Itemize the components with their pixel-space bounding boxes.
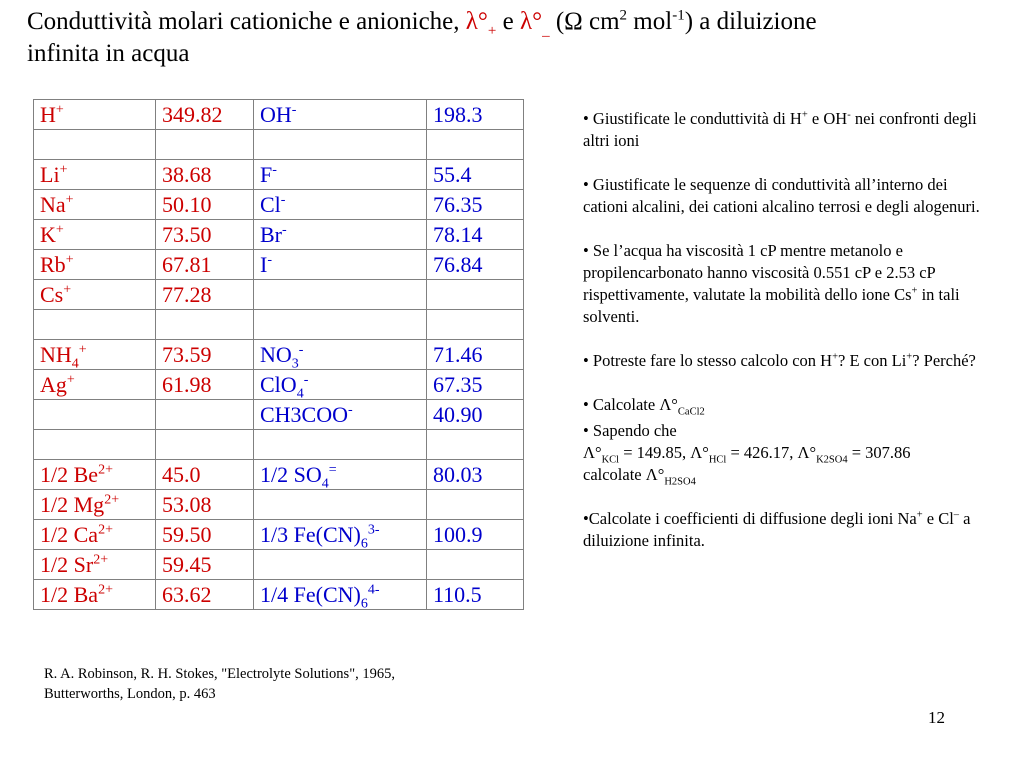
table-row: [34, 580, 524, 610]
cation-cell: 1/2 $Sr^{2+}$: [34, 550, 156, 580]
anion-value-cell: 71.46: [427, 340, 524, 370]
page-number: 12: [928, 708, 945, 727]
cation-value-cell: 50.10: [156, 190, 254, 220]
conductivity-table-body: [34, 100, 524, 610]
anion-cell: [254, 280, 427, 310]
note-1: • Giustificate le conduttività di H+ e OH- nei confronti degli altri ioni: [583, 109, 977, 150]
anion-cell: Cl-: [254, 190, 427, 220]
cation-value-cell: 61.98: [156, 370, 254, 400]
cation-cell: [34, 310, 156, 340]
table-row: [34, 160, 524, 190]
cation-cell: [34, 400, 156, 430]
conductivity-table: [33, 99, 524, 610]
table-row: [34, 130, 524, 160]
anion-value-cell: [427, 490, 524, 520]
anion-cell: I-: [254, 250, 427, 280]
cation-cell: 1/2 $Ca^{2+}$: [34, 520, 156, 550]
table-row: [34, 490, 524, 520]
anion-cell: [254, 550, 427, 580]
anion-cell: [254, 130, 427, 160]
anion-cell: [254, 490, 427, 520]
anion-cell: F-: [254, 160, 427, 190]
cation-value-cell: 73.59: [156, 340, 254, 370]
cation-value-cell: 45.0: [156, 460, 254, 490]
table-row: [34, 280, 524, 310]
reference-citation: R. A. Robinson, R. H. Stokes, "Electrolyte Solutions", 1965, Butterworths, London, p. 463: [44, 666, 395, 702]
anion-cell: 1/3 $Fe(CN)_6^{3-}$: [254, 520, 427, 550]
cation-cell: 1/2 $Ba^{2+}$: [34, 580, 156, 610]
cation-cell: [34, 430, 156, 460]
note-4: • Potreste fare lo stesso calcolo con H+? E con Li+? Perché?: [583, 351, 976, 370]
note-3: • Se l’acqua ha viscosità 1 cP mentre metanolo e propilencarbonato hanno viscosità 0.551 cP e 2.53 cP rispettivamente, valutate la mobilità dello ione Cs+ in tali solventi.: [583, 241, 960, 326]
cation-value-cell: 38.68: [156, 160, 254, 190]
cation-cell: 1/2 $Mg^{2+}$: [34, 490, 156, 520]
anion-value-cell: [427, 280, 524, 310]
cation-value-cell: [156, 310, 254, 340]
anion-cell: CH3COO-: [254, 400, 427, 430]
anion-value-cell: 40.90: [427, 400, 524, 430]
table-row: [34, 400, 524, 430]
anion-value-cell: 55.4: [427, 160, 524, 190]
cation-value-cell: 63.62: [156, 580, 254, 610]
table-row: [34, 340, 524, 370]
table-row: [34, 550, 524, 580]
slide-title: [27, 6, 987, 70]
anion-cell: 1/2 $SO_4^=$: [254, 460, 427, 490]
title-text: Conduttività molari cationiche e anioniche,: [27, 8, 466, 35]
cation-cell: K+: [34, 220, 156, 250]
anion-cell: 1/4 $Fe(CN)_6^{4-}$: [254, 580, 427, 610]
cation-cell: [34, 130, 156, 160]
anion-value-cell: 198.3: [427, 100, 524, 130]
anion-value-cell: 110.5: [427, 580, 524, 610]
title-line-2: infinita in acqua: [27, 40, 190, 67]
anion-cell: OH-: [254, 100, 427, 130]
note-6: • Sapendo che $\Lambda^\circ_{KCl} = 149.85$, $\Lambda^\circ_{HCl} = 426.17$, $\Lambda^\circ_{K2SO4} = 307.86$ calcolate $\Lambda^\circ_{H2SO4}$: [583, 421, 911, 488]
note-7: •Calcolate i coefficienti di diffusione degli ioni Na+ e Cl– a diluizione infinita.: [583, 509, 971, 550]
anion-cell: ClO$_4$-: [254, 370, 427, 400]
lambda-minus-symbol: $\lambda^\circ_{\_}$: [519, 8, 550, 39]
lambda-plus-symbol: $\lambda^\circ_+$: [465, 8, 497, 39]
table-row: [34, 100, 524, 130]
cation-value-cell: [156, 400, 254, 430]
anion-value-cell: [427, 550, 524, 580]
table-row: [34, 310, 524, 340]
cation-value-cell: 53.08: [156, 490, 254, 520]
cation-cell: Rb+: [34, 250, 156, 280]
table-row: [34, 430, 524, 460]
cation-cell: Li+: [34, 160, 156, 190]
anion-value-cell: [427, 430, 524, 460]
cation-value-cell: 349.82: [156, 100, 254, 130]
cation-cell: Cs+: [34, 280, 156, 310]
cation-cell: Ag+: [34, 370, 156, 400]
cation-value-cell: [156, 130, 254, 160]
cation-cell: 1/2 $Be^{2+}$: [34, 460, 156, 490]
cation-value-cell: [156, 430, 254, 460]
title-and: e: [496, 8, 520, 35]
anion-value-cell: 78.14: [427, 220, 524, 250]
table-row: [34, 220, 524, 250]
anion-cell: [254, 430, 427, 460]
anion-value-cell: [427, 310, 524, 340]
table-row: [34, 190, 524, 220]
exercise-notes: [583, 108, 983, 574]
anion-value-cell: 67.35: [427, 370, 524, 400]
anion-value-cell: [427, 130, 524, 160]
cation-cell: H+: [34, 100, 156, 130]
table-row: [34, 250, 524, 280]
table-row: [34, 370, 524, 400]
note-5: • Calcolate $\Lambda^\circ_{CaCl2}$: [583, 395, 705, 418]
table-row: [34, 460, 524, 490]
cation-value-cell: 77.28: [156, 280, 254, 310]
anion-value-cell: 76.84: [427, 250, 524, 280]
cation-value-cell: 59.50: [156, 520, 254, 550]
anion-value-cell: 76.35: [427, 190, 524, 220]
table-row: [34, 520, 524, 550]
cation-value-cell: 67.81: [156, 250, 254, 280]
cation-cell: Na+: [34, 190, 156, 220]
anion-value-cell: 80.03: [427, 460, 524, 490]
note-2: • Giustificate le sequenze di conduttività all’interno dei cationi alcalini, dei cationi alcalino terrosi e degli alogenuri.: [583, 175, 980, 216]
title-units: (Ω $cm^2$ mol$^{-1}$) a diluizione: [549, 7, 817, 35]
cation-value-cell: 59.45: [156, 550, 254, 580]
anion-value-cell: 100.9: [427, 520, 524, 550]
anion-cell: [254, 310, 427, 340]
cation-cell: $NH_4^+$: [34, 340, 156, 370]
cation-value-cell: 73.50: [156, 220, 254, 250]
anion-cell: Br-: [254, 220, 427, 250]
anion-cell: $NO_3^-$: [254, 340, 427, 370]
